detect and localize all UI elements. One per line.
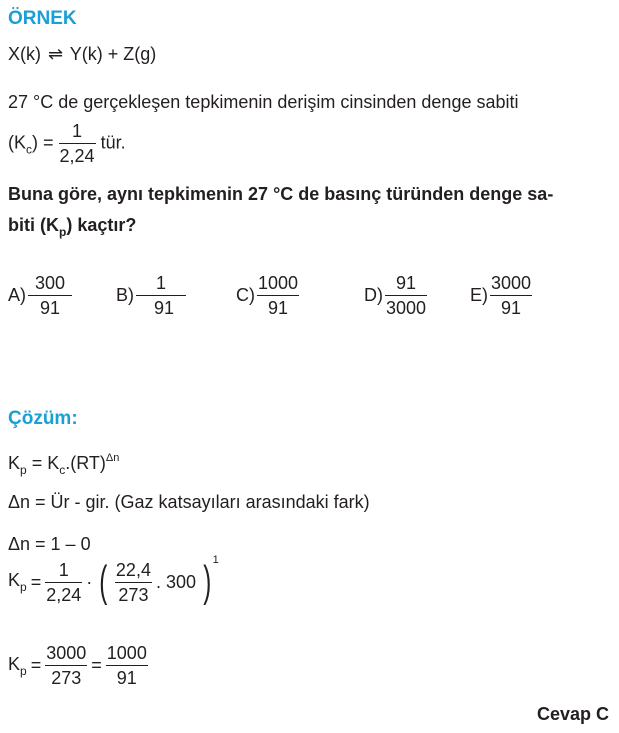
option-denominator: 91 (257, 295, 299, 317)
eq5-den-1: 273 (45, 665, 87, 687)
eq4-fraction-1 (45, 561, 82, 604)
bold-sub: p (59, 225, 67, 239)
eq5-num-1: 3000 (46, 643, 87, 663)
option-letter: A) (8, 285, 26, 305)
solution-eq-1 (8, 452, 119, 477)
eq1-mid: = K (26, 453, 60, 473)
option-numerator: 3000 (491, 273, 532, 293)
bold-a: biti (K (8, 215, 59, 235)
question-bold-line-1: Buna göre, aynı tepkimenin 27 °C de basınç türünden denge sa- (8, 184, 554, 204)
eq1-exp: Δn (105, 452, 120, 464)
option-letter: E) (470, 285, 488, 305)
solution-eq-2: Δn = Ür - gir. (Gaz katsayıları arasındaki fark) (8, 492, 370, 512)
eq4-den-1: 2,24 (45, 582, 82, 604)
option-e[interactable] (470, 274, 532, 317)
kc-open: (K (8, 132, 26, 153)
question-bold-line-2 (8, 215, 136, 239)
option-fraction (28, 274, 72, 317)
kc-denominator: 2,24 (59, 143, 96, 165)
right-paren-icon: ) (203, 557, 212, 606)
eq1-c: c (59, 463, 66, 477)
eq1-p: p (20, 463, 27, 477)
eq5-equals-2: = (91, 655, 102, 675)
eq4-exponent: 1 (212, 554, 219, 566)
eq4-num-2: 22,4 (115, 559, 151, 580)
eq4-p: p (20, 580, 27, 594)
eq5-num-2: 1000 (106, 643, 147, 663)
bold-b: ) kaçtır? (66, 215, 137, 235)
solution-eq-4 (8, 554, 219, 606)
eq4-den-2: 273 (115, 582, 152, 604)
eq4-fraction-2 (115, 561, 152, 604)
option-denominator: 91 (136, 295, 186, 317)
eq5-den-2: 91 (106, 665, 148, 687)
reaction-left: X(k) (8, 44, 41, 64)
option-numerator: 1000 (258, 273, 299, 293)
option-fraction (136, 274, 186, 317)
solution-eq-5 (8, 644, 148, 687)
kc-numerator: 1 (72, 121, 83, 141)
option-fraction (490, 274, 532, 317)
kc-expression (8, 122, 126, 165)
option-c[interactable] (236, 274, 299, 317)
equilibrium-arrow-icon: ⇌ (48, 44, 64, 64)
left-paren-icon: ( (99, 557, 108, 606)
reaction-right: Y(k) + Z(g) (69, 44, 157, 64)
eq5-fraction-2 (106, 644, 148, 687)
eq5-equals: = (30, 655, 42, 675)
eq5-p: p (20, 663, 27, 678)
option-denominator: 91 (28, 295, 72, 317)
option-letter: D) (364, 285, 383, 305)
kc-close: ) = (32, 132, 54, 153)
option-fraction (385, 274, 427, 317)
option-numerator: 1 (156, 273, 167, 293)
solution-eq-3: Δn = 1 – 0 (8, 534, 91, 554)
eq4-dot: · (86, 571, 93, 592)
option-denominator: 91 (490, 295, 532, 317)
option-numerator: 91 (396, 273, 417, 293)
reaction-equation (8, 44, 156, 65)
option-a[interactable] (8, 274, 72, 317)
option-letter: B) (116, 285, 134, 305)
option-d[interactable] (364, 274, 427, 317)
eq5-k: K (8, 653, 21, 674)
eq4-equals: = (30, 571, 42, 592)
eq1-rest: .(RT) (65, 453, 106, 473)
eq1-k: K (8, 453, 21, 473)
answer-label: Cevap C (536, 704, 609, 724)
option-numerator: 300 (34, 273, 66, 293)
question-line-1: 27 °C de gerçekleşen tepkimenin derişim cinsinden denge sabiti (8, 92, 519, 112)
kc-subscript: c (26, 142, 32, 157)
eq4-k: K (8, 570, 21, 590)
option-denominator: 3000 (385, 295, 427, 317)
option-fraction (257, 274, 299, 317)
eq5-fraction-1 (45, 644, 87, 687)
option-b[interactable] (116, 274, 186, 317)
kc-fraction (59, 122, 96, 165)
option-letter: C) (236, 285, 255, 305)
kc-suffix: tür. (100, 132, 126, 153)
example-heading: ÖRNEK (8, 8, 77, 29)
solution-heading: Çözüm: (8, 408, 78, 429)
eq4-num-1: 1 (58, 559, 69, 580)
eq4-tail: . 300 (155, 571, 197, 592)
